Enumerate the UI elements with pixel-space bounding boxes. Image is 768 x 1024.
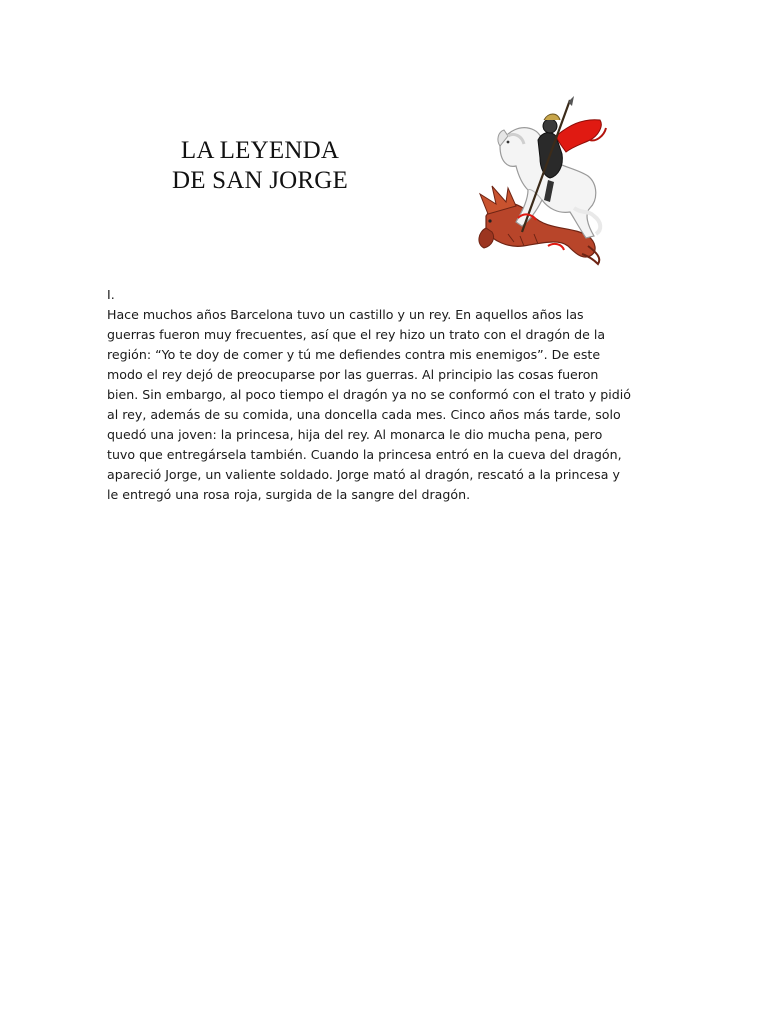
- title-line-2: DE SAN JORGE: [171, 167, 349, 194]
- story-text: [107, 285, 647, 505]
- red-cape: [556, 120, 601, 152]
- paragraph-line: le entregó una rosa roja, surgida de la sangre del dragón.: [107, 487, 471, 502]
- paragraph-line: guerras fueron muy frecuentes, así que el rey hizo un trato con el dragón de la: [107, 327, 606, 342]
- paragraph-line: al rey, además de su comida, una doncella cada mes. Cinco años más tarde, solo: [107, 407, 621, 422]
- saint-george-dragon-illustration: [478, 96, 610, 266]
- document-title: [150, 136, 370, 196]
- paragraph-line: modo el rey dejó de preocuparse por las guerras. Al principio las cosas fueron: [107, 367, 599, 382]
- paragraph-line: bien. Sin embargo, al poco tiempo el dragón ya no se conformó con el trato y pidió: [107, 387, 631, 402]
- paragraph-line: tuvo que entregársela también. Cuando la princesa entró en la cueva del dragón,: [107, 447, 622, 462]
- paragraph-line: Hace muchos años Barcelona tuvo un castillo y un rey. En aquellos años las: [107, 307, 584, 322]
- title-line-1: LA LEYENDA: [180, 137, 340, 164]
- paragraph-line: quedó una joven: la princesa, hija del rey. Al monarca le dio mucha pena, pero: [107, 427, 603, 442]
- paragraph-line: apareció Jorge, un valiente soldado. Jorge mató al dragón, rescató a la princesa y: [107, 467, 620, 482]
- paragraph-line: región: “Yo te doy de comer y tú me defiendes contra mis enemigos”. De este: [107, 347, 601, 362]
- section-number: I.: [107, 287, 115, 302]
